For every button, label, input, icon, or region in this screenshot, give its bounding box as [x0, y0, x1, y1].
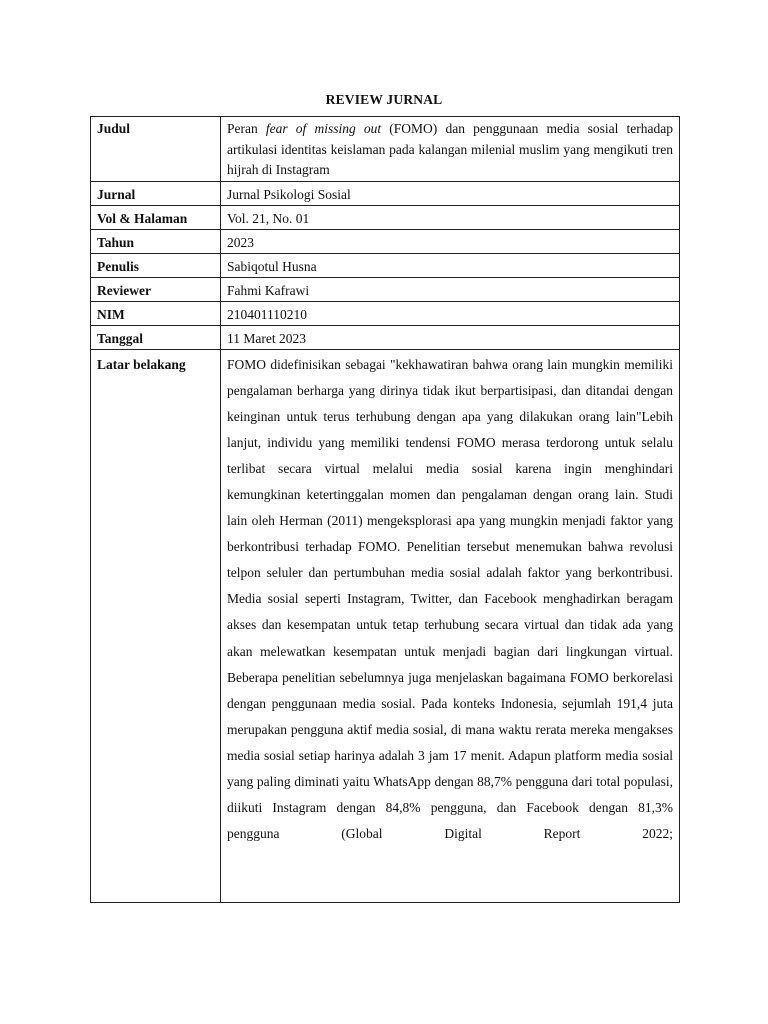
- row-value: Sabiqotul Husna: [221, 253, 680, 277]
- judul-value-post: (FOMO) dan penggunaan media sosial terhadap artikulasi identitas keislaman pada kalangan milenial muslim yang mengikuti tren hijrah di Instagram: [227, 121, 673, 177]
- row-value: Fahmi Kafrawi: [221, 277, 680, 301]
- judul-value-italic: fear of missing out: [265, 121, 382, 136]
- table-row-jurnal: [91, 181, 680, 205]
- table-row-penulis: [91, 253, 680, 277]
- row-label: Judul: [91, 117, 221, 182]
- row-label: NIM: [91, 301, 221, 325]
- judul-value-pre: Peran: [227, 121, 266, 136]
- latar-belakang-paragraph: FOMO didefinisikan sebagai "kekhawatiran bahwa orang lain mungkin memiliki pengalaman berharga yang dirinya tidak ikut berpartisipasi, dan ditandai dengan keinginan untuk terus terhubung dengan apa yang dilakukan orang lain"Lebih lanjut, individu yang memiliki tendensi FOMO merasa terdorong untuk selalu terlibat secara virtual melalui media sosial karena ingin menghindari kemungkinan ketertinggalan momen dan pengalaman dengan orang lain. Studi lain oleh Herman (2011) mengeksplorasi apa yang mungkin menjadi faktor yang berkontribusi terhadap FOMO. Penelitian tersebut menemukan bahwa revolusi telpon seluler dan pertumbuhan media sosial adalah faktor yang berkontribusi. Media sosial seperti Instagram, Twitter, dan Facebook menghadirkan beragam akses dan kesempatan untuk tetap terhubung secara virtual dan tidak ada yang akan melewatkan kesempatan untuk menjadi bagian dari lingkungan virtual. Beberapa penelitian sebelumnya juga menjelaskan bagaimana FOMO berkorelasi dengan penggunaan media sosial. Pada konteks Indonesia, sejumlah 191,4 juta merupakan pengguna aktif media sosial, di mana waktu rerata mereka mengakses media sosial setiap harinya adalah 3 jam 17 menit. Adapun platform media sosial yang paling diminati yaitu WhatsApp dengan 88,7% pengguna dari total populasi, diikuti Instagram dengan 84,8% pengguna, dan Facebook dengan 81,3% pengguna (Global Digital Report 2022;: [227, 356, 673, 842]
- row-label: Tanggal: [91, 325, 221, 349]
- latar-belakang-text-clip: [227, 352, 673, 902]
- row-value: 11 Maret 2023: [221, 325, 680, 349]
- row-label: Tahun: [91, 229, 221, 253]
- row-value: 210401110210: [221, 301, 680, 325]
- row-value: Jurnal Psikologi Sosial: [221, 181, 680, 205]
- judul-value: [221, 117, 680, 182]
- table-row-judul: [91, 117, 680, 182]
- table-row-tanggal: [91, 325, 680, 349]
- latar-belakang-cell: [221, 349, 680, 902]
- row-value: Vol. 21, No. 01: [221, 205, 680, 229]
- table-row-latar-belakang: [91, 349, 680, 902]
- row-label: Penulis: [91, 253, 221, 277]
- row-label: Jurnal: [91, 181, 221, 205]
- row-label: Reviewer: [91, 277, 221, 301]
- row-label: Latar belakang: [91, 349, 221, 902]
- table-row-vol-halaman: [91, 205, 680, 229]
- table-row-nim: [91, 301, 680, 325]
- table-row-reviewer: [91, 277, 680, 301]
- review-table: [90, 116, 680, 903]
- table-row-tahun: [91, 229, 680, 253]
- row-value: 2023: [221, 229, 680, 253]
- row-label: Vol & Halaman: [91, 205, 221, 229]
- document-title: REVIEW JURNAL: [325, 92, 443, 107]
